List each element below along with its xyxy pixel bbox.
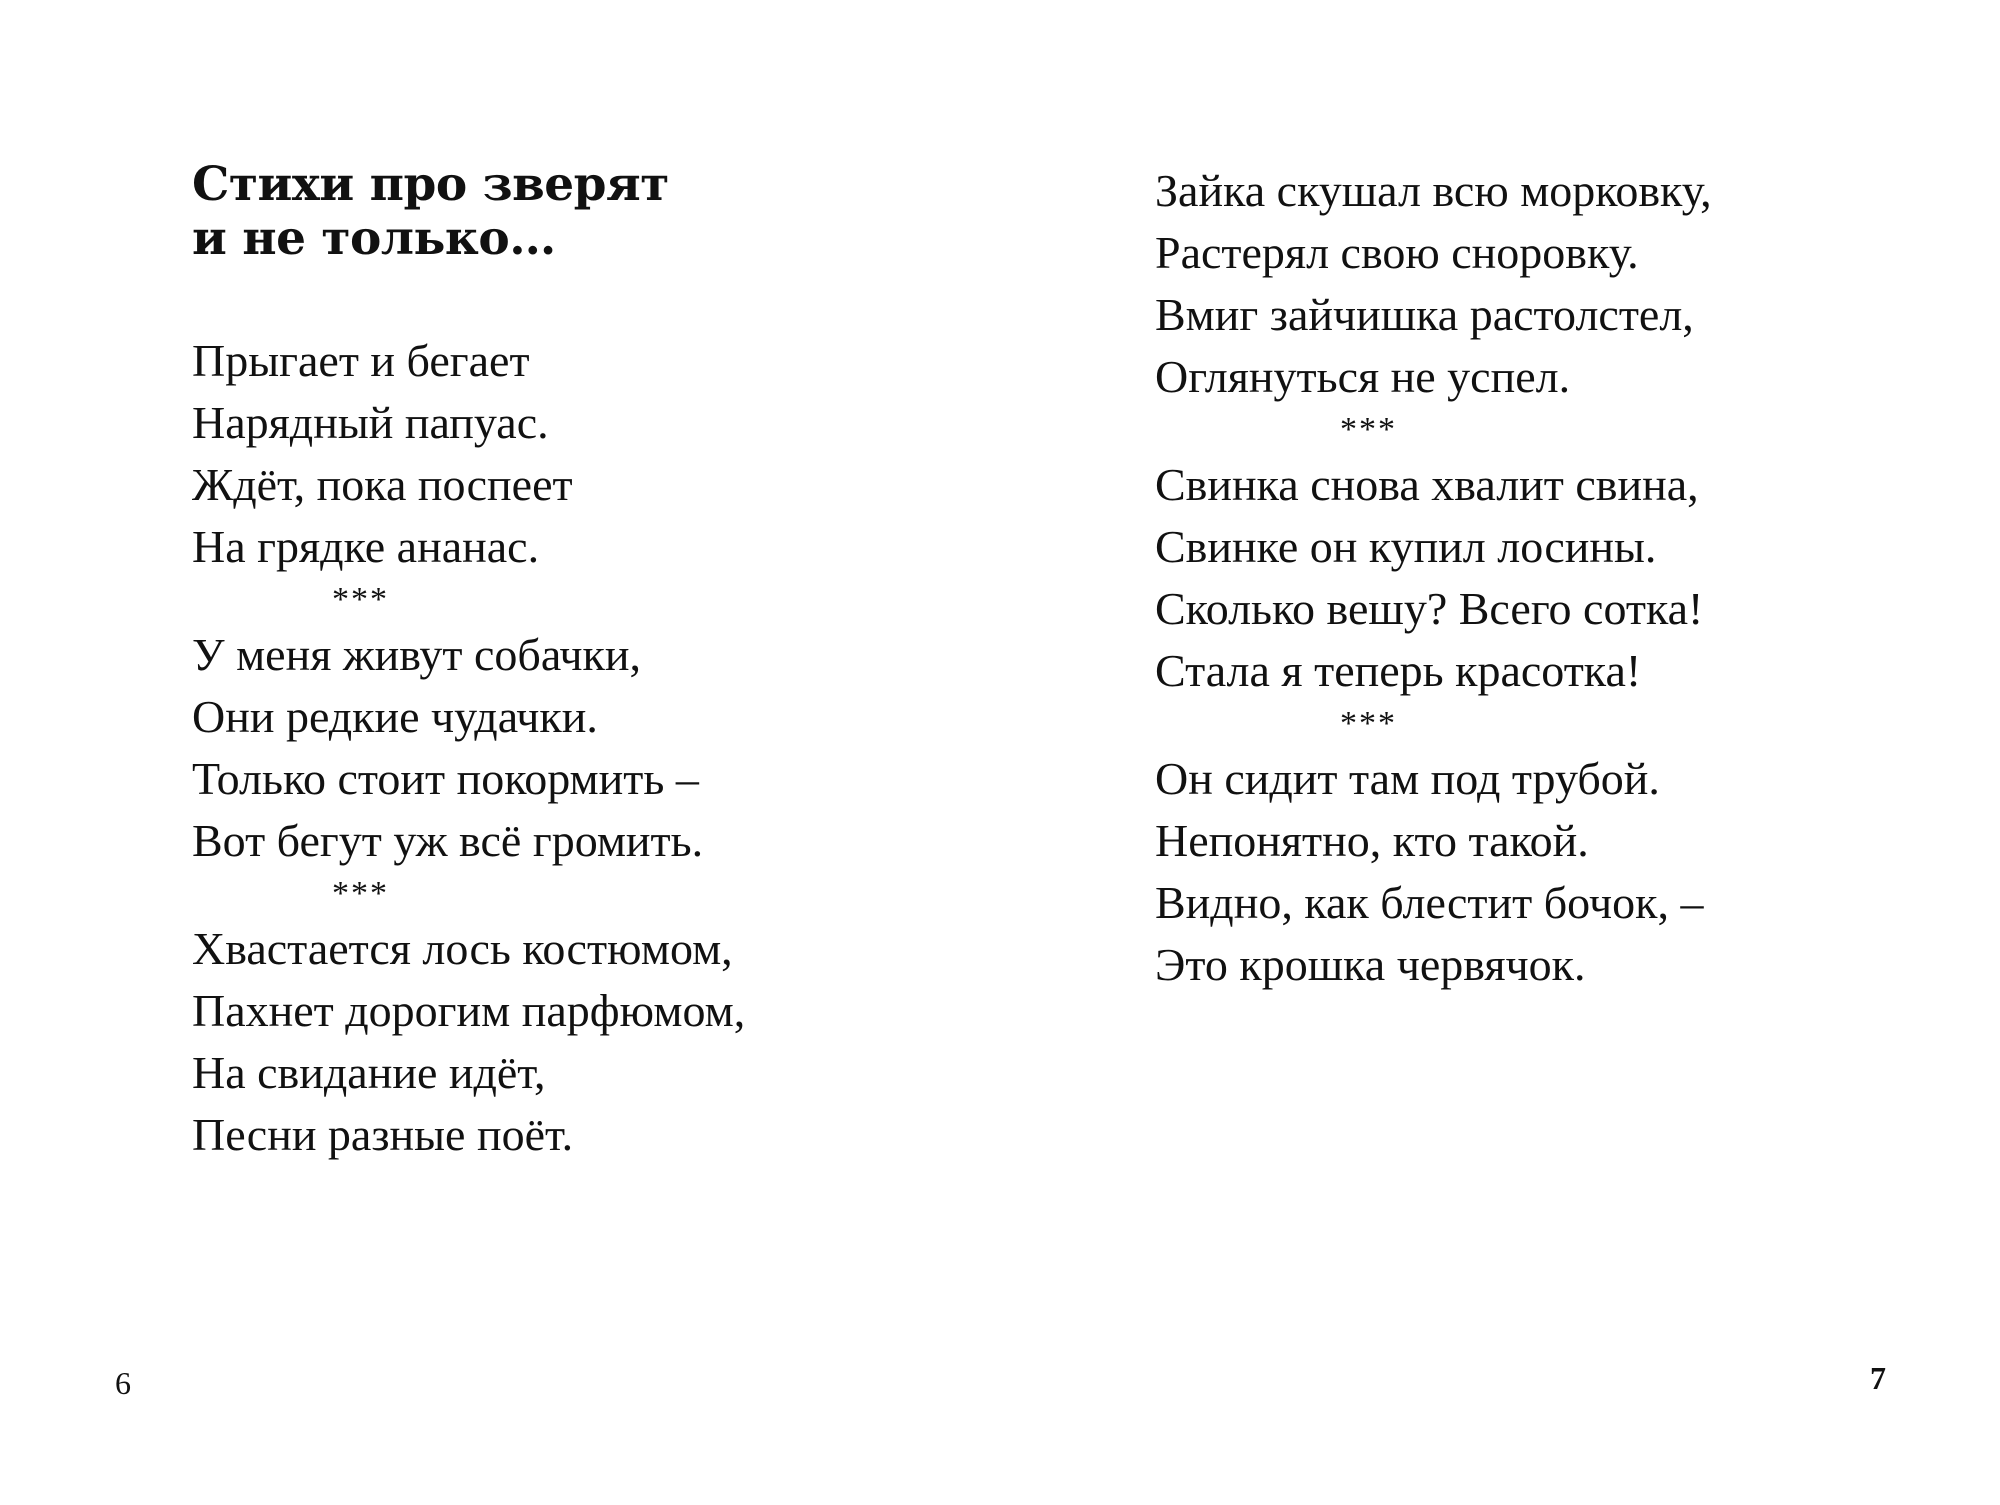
stanza [1155, 748, 1712, 996]
verse-line: Зайка скушал всю морковку, [1155, 165, 1712, 216]
verse-line: Пахнет дорогим парфюмом, [192, 985, 746, 1036]
stanza-separator: *** [1340, 411, 1397, 448]
verse-line: Вмиг зайчишка растолстел, [1155, 289, 1694, 340]
verse-line: У меня живут собачки, [192, 629, 642, 680]
verse-line: Непонятно, кто такой. [1155, 815, 1589, 866]
verse-line: Растерял свою сноровку. [1155, 227, 1639, 278]
verse-line: Только стоит покормить – [192, 753, 699, 804]
page-number: 7 [1870, 1360, 1886, 1396]
stanza-separator: *** [1340, 705, 1397, 742]
poem-list-right [1155, 160, 1712, 996]
verse-line: Видно, как блестит бочок, – [1155, 877, 1704, 928]
verse-line: Он сидит там под трубой. [1155, 753, 1660, 804]
page-title [192, 158, 669, 266]
stanza-separator: *** [332, 581, 389, 618]
poem-list-left [192, 330, 745, 1166]
page-number: 6 [115, 1365, 131, 1401]
verse-line: Хвастается лось костюмом, [192, 923, 733, 974]
verse-line: Прыгает и бегает [192, 335, 530, 386]
title-line: Стихи про зверят [192, 157, 669, 212]
verse-line: Оглянуться не успел. [1155, 351, 1571, 402]
verse-line: Нарядный папуас. [192, 397, 549, 448]
verse-line: Стала я теперь красотка! [1155, 645, 1642, 696]
stanza-separator: *** [332, 875, 389, 912]
verse-line: Это крошка червячок. [1155, 939, 1586, 990]
stanza [192, 918, 745, 1166]
verse-line: Сколько вешу? Всего сотка! [1155, 583, 1704, 634]
verse-line: На грядке ананас. [192, 521, 540, 572]
stanza [192, 624, 745, 872]
verse-line: Свинка снова хвалит свина, [1155, 459, 1699, 510]
stanza [1155, 160, 1712, 408]
verse-line: Свинке он купил лосины. [1155, 521, 1657, 572]
verse-line: Песни разные поёт. [192, 1109, 574, 1160]
verse-line: Ждёт, пока поспеет [192, 459, 573, 510]
title-line: и не только… [192, 211, 556, 266]
verse-line: На свидание идёт, [192, 1047, 546, 1098]
verse-line: Вот бегут уж всё громить. [192, 815, 704, 866]
right-page [1000, 0, 2000, 1505]
verse-line: Они редкие чудачки. [192, 691, 598, 742]
stanza [192, 330, 745, 578]
stanza [1155, 454, 1712, 702]
